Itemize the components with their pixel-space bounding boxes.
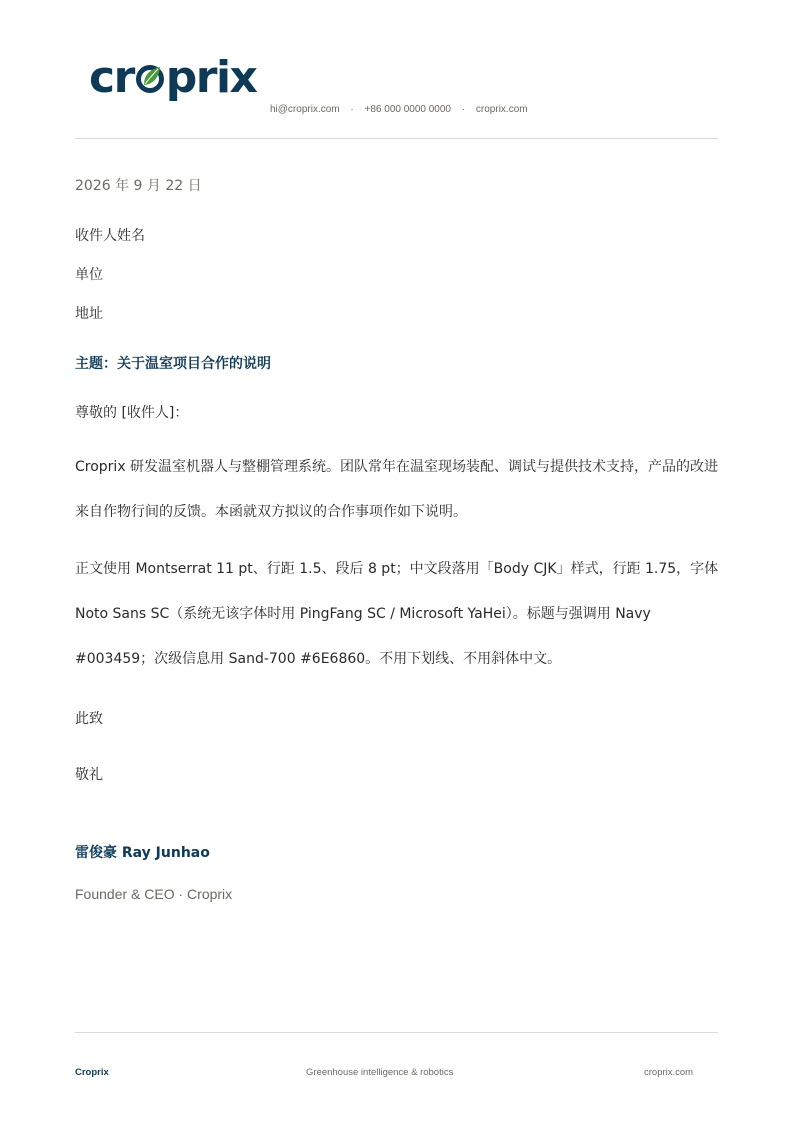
signature-title: Founder & CEO · Croprix (75, 886, 233, 902)
footer-tagline: Greenhouse intelligence & robotics (306, 1067, 454, 1078)
croprix-logo (89, 52, 256, 104)
footer-brand: Croprix (75, 1067, 109, 1078)
contact-separator: · (461, 104, 466, 115)
recipient-name: 收件人姓名 (75, 228, 145, 244)
contact-line (270, 104, 528, 115)
header-divider (75, 138, 718, 139)
contact-phone: +86 000 0000 0000 (364, 104, 451, 115)
leaf-logo-icon (135, 62, 165, 94)
recipient-organization: 单位 (75, 267, 103, 283)
salutation: 尊敬的 [收件人]： (75, 405, 189, 421)
footer-divider (75, 1032, 718, 1033)
letter-subject: 主题：关于温室项目合作的说明 (75, 356, 271, 372)
logo-text-left: cr (89, 52, 134, 103)
logo-text-right: prix (165, 52, 257, 103)
contact-separator: · (350, 104, 354, 115)
contact-website[interactable]: croprix.com (475, 104, 528, 115)
body-paragraph-1: Croprix 研发温室机器人与整棚管理系统。团队常年在温室现场装配、调试与提供技术支持，产品的改进来自作物行间的反馈。本函就双方拟议的合作事项作如下说明。 (75, 459, 719, 520)
contact-email[interactable]: hi@croprix.com (270, 104, 340, 115)
letter-date: 2026 年 9 月 22 日 (75, 178, 202, 194)
recipient-address: 地址 (75, 306, 103, 322)
closing-line-1: 此致 (75, 711, 103, 727)
footer-website[interactable]: croprix.com (644, 1067, 694, 1078)
body-paragraph-2: 正文使用 Montserrat 11 pt、行距 1.5、段后 8 pt；中文段落用「Body CJK」样式，行距 1.75，字体 Noto Sans SC（系统无该字体时用 PingFang SC / Microsoft YaHei）。标题与强调用 Navy #003459；次级信息用 Sand-700 #6E6860。不用下划线、不用斜体中文。 (75, 561, 719, 667)
closing-line-2: 敬礼 (75, 767, 103, 783)
signature-name: 雷俊豪 Ray Junhao (75, 845, 210, 861)
